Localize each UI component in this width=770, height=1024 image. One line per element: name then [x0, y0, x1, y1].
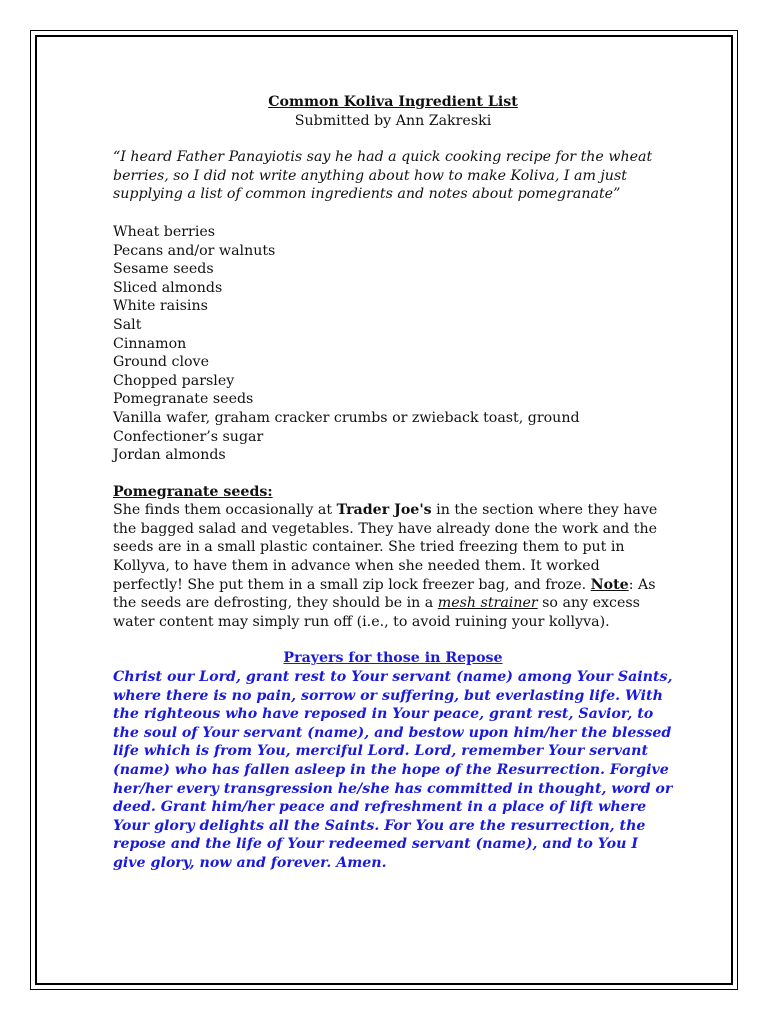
document-title: Common Koliva Ingredient List: [268, 94, 518, 110]
prayer-text: Christ our Lord, grant rest to Your servant (name) among Your Saints, where there is no pain, sorrow or suffering, but everlasting life. With the righteous who have reposed in Your peace, grant rest, Savior, to the soul of Your servant (name), and bestow upon him/her the blessed life which is from You, merciful Lord. Lord, remember Your servant (name) who has fallen asleep in the hope of the Resurrection. Forgive her/her every transgression he/she has committed in thought, word or deed. Grant him/her peace and refreshment in a place of lift where Your glory delights all the Saints. For You are the resurrection, the repose and the life of Your redeemed servant (name), and to You I give glory, now and forever. Amen.: [113, 669, 673, 871]
store-name: Trader Joe's: [336, 502, 432, 519]
ingredient-item: Pecans and/or walnuts: [113, 242, 276, 259]
pomegranate-heading: Pomegranate seeds:: [113, 483, 273, 500]
ingredient-item: White raisins: [113, 298, 208, 315]
pomegranate-paragraph: [113, 501, 673, 631]
ingredient-item: Wheat berries: [113, 223, 216, 240]
ingredient-item: Ground clove: [113, 354, 209, 371]
pomegranate-text-1: She finds them occasionally at: [113, 502, 337, 519]
ingredient-item: Chopped parsley: [113, 372, 235, 389]
mesh-strainer-text: mesh strainer: [437, 595, 538, 612]
ingredient-item: Vanilla wafer, graham cracker crumbs or zwieback toast, ground: [113, 409, 580, 426]
ingredient-item: Sesame seeds: [113, 261, 214, 278]
prayer-heading: Prayers for those in Repose: [283, 650, 503, 667]
pomegranate-text-4: so any excess water content may simply run off (i.e., to avoid ruining your kollyva).: [113, 595, 640, 630]
pomegranate-text-2: in the section where they have the bagged salad and vegetables. They have already done the work and the seeds are in a small plastic container. She tried freezing them to put in Kollyva, to have them in advance when she needed them. It worked perfectly! She put them in a small zip lock freezer bag, and froze.: [113, 502, 658, 593]
document-subtitle: Submitted by Ann Zakreski: [294, 112, 492, 129]
pomegranate-text-3: : As the seeds are defrosting, they should be in a: [113, 576, 656, 612]
note-label: Note: [590, 576, 629, 593]
ingredient-list: [113, 223, 673, 465]
ingredient-item: Confectioner’s sugar: [113, 428, 264, 445]
ingredient-item: Salt: [113, 316, 142, 333]
document-content: [113, 93, 673, 873]
ingredient-item: Jordan almonds: [113, 447, 226, 464]
ingredient-item: Pomegranate seeds: [113, 391, 254, 408]
ingredient-item: Sliced almonds: [113, 279, 223, 296]
ingredient-item: Cinnamon: [113, 335, 187, 352]
intro-quote: “I heard Father Panayiotis say he had a quick cooking recipe for the wheat berries, so I did not write anything about how to make Koliva, I am just supplying a list of common ingredients and notes about pomegranate”: [113, 149, 653, 203]
